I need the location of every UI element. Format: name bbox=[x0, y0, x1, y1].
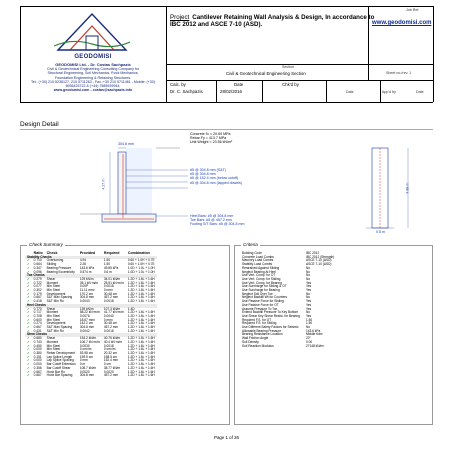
check-pass-icon: ✓ bbox=[27, 258, 30, 263]
check-cell: 1.2D + 1.6L + 1.6H bbox=[127, 354, 155, 359]
check-cell: 34.01 kN/m bbox=[103, 276, 121, 281]
check-cell: 1.0D + 1.0L + 1.0H bbox=[127, 269, 155, 274]
criteria-label: Use Surcharge for Sliding & OT bbox=[242, 284, 287, 289]
check-cell: 0 mm² bbox=[103, 288, 113, 293]
criteria-value: ASCE 7-10 (ASD) bbox=[305, 258, 332, 263]
check-cell: Rebar Development bbox=[46, 350, 76, 355]
check-cell: 0.000 bbox=[33, 358, 42, 363]
stem-bar-1: #5 @ 304.8 mm (S&T) bbox=[190, 168, 227, 172]
date2-label: Date bbox=[346, 90, 354, 94]
check-cell: Lap Splice Length bbox=[46, 354, 73, 359]
dim-right-height: 4.88 m bbox=[405, 182, 410, 194]
check-cell: 107.3 kN/m bbox=[103, 306, 121, 311]
check-cell: 1.2D + 1.6L + 1.6H bbox=[127, 369, 155, 374]
check-cell: 1.2D + 1.6L + 1.6H bbox=[127, 373, 155, 378]
criteria-value: Yes bbox=[305, 306, 312, 311]
criteria-label: Concrete Load Combs bbox=[242, 254, 274, 259]
check-cell: Bar Cutoff Extension bbox=[46, 362, 76, 367]
criteria-label: Extend Backfill Pressure To Key Bottom bbox=[242, 310, 299, 315]
company-line-4: Tel.: (+30) 210 5238127, 210 5711263 - Fax.:+30 210 5711461 - Mobile: (+30) 6936425722 & (+44) 7585939944, bbox=[30, 79, 156, 89]
website-link[interactable]: www.geodomisi.com bbox=[372, 20, 432, 26]
check-cell: 0.0076 bbox=[79, 313, 90, 318]
criteria-value: 20° bbox=[305, 336, 311, 341]
check-cell: 0.667 bbox=[33, 325, 42, 330]
criteria-label: Soil Density bbox=[242, 339, 259, 344]
check-cell: S&T Min Ro bbox=[46, 328, 64, 333]
toe-bars: Toe Bars: #5 @ 457.2 mm bbox=[190, 218, 232, 223]
check-cell: 0.274 bbox=[33, 321, 42, 326]
check-pass-icon: ✓ bbox=[27, 369, 30, 374]
criteria-label: Assume Pressure To Toe bbox=[242, 306, 278, 311]
check-cell: 0 m bbox=[79, 362, 86, 367]
company-details bbox=[22, 63, 164, 92]
check-cell: 0.667 bbox=[33, 369, 42, 374]
check-pass-icon: ✓ bbox=[27, 354, 30, 359]
project-title-block bbox=[170, 14, 378, 28]
criteria-value: IBC 2012 bbox=[305, 251, 320, 255]
company-name: GEODOMISI Ltd. - Dr. Costas Sachpazis bbox=[55, 62, 131, 67]
check-cell: 0.0020 bbox=[103, 369, 114, 374]
check-cell: 1.2D + 1.6L + 1.6H bbox=[127, 358, 155, 363]
check-cell: 53.98 cm bbox=[79, 350, 93, 355]
dim-wall-height: 4.27 m bbox=[101, 178, 106, 190]
check-cell: 0.380 bbox=[33, 350, 42, 355]
check-cell: 1.2D + 1.6L + 1.6H bbox=[127, 280, 155, 285]
date-value: 28/02/2016 bbox=[220, 89, 242, 94]
footing-bar-callouts bbox=[190, 214, 245, 227]
check-cell: 0.418 bbox=[33, 299, 42, 304]
check-cell: 1.2D + 1.6L + 1.6H bbox=[127, 321, 155, 326]
criteria-value: IBC 2012 (Strength) bbox=[305, 254, 335, 259]
criteria-value: 0.00 bbox=[305, 339, 313, 344]
material-concrete: Concrete f'c = 20.69 MPa bbox=[190, 132, 231, 136]
check-cell: 0.60 + 1.0H + 0.7E bbox=[127, 258, 155, 263]
check-cell: 1.2D + 1.6L + 1.6H bbox=[127, 365, 155, 370]
check-cell: 457.2 mm bbox=[103, 373, 119, 378]
check-pass-icon: ✓ bbox=[27, 284, 30, 289]
check-cell: 35.1 kN·m/m bbox=[79, 280, 99, 285]
check-cell: Horiz Bar Spacing bbox=[46, 373, 73, 378]
check-cell: 1.2D + 1.6L + 1.6H bbox=[127, 343, 155, 348]
check-cell: 106.7 kN·m/m bbox=[79, 339, 100, 344]
criteria-row bbox=[239, 345, 337, 349]
check-cell: 1.2D + 1.6L + 1.6H bbox=[127, 339, 155, 344]
check-cell: Min Steel bbox=[46, 347, 60, 352]
criteria-title: Criteria bbox=[243, 242, 258, 247]
check-cell: 0.710 bbox=[33, 258, 42, 263]
section-label: Section bbox=[282, 65, 294, 69]
check-cell: 0.0030 bbox=[79, 343, 90, 348]
check-cell: 2.26 bbox=[79, 262, 87, 267]
check-cell: 1.0D + 1.0L + 1.0H bbox=[127, 265, 155, 270]
check-cell: 0.664 bbox=[33, 262, 42, 267]
criteria-label: Building Code bbox=[242, 251, 262, 255]
check-pass-icon: ✓ bbox=[27, 336, 30, 341]
criteria-value: Yes bbox=[305, 280, 312, 285]
check-cell: 1.50 bbox=[103, 258, 111, 263]
check-pass-icon: ✓ bbox=[27, 280, 30, 285]
check-cell: 0 mm² bbox=[103, 317, 113, 322]
check-cell: 143.6 kPa bbox=[79, 265, 95, 270]
project-label: Project bbox=[170, 14, 190, 21]
check-cell: 0.0020 bbox=[79, 369, 90, 374]
check-pass-icon: ✓ bbox=[27, 262, 30, 267]
check-cell: 0.347 bbox=[33, 265, 42, 270]
check-cell: 1.2D + 1.6L + 1.6H bbox=[127, 328, 155, 333]
check-cell: 0.279 bbox=[33, 276, 42, 281]
check-cell: Moment bbox=[46, 339, 59, 344]
check-cell: S&T Min Ro bbox=[46, 299, 64, 304]
footing-st-bars: Footing S/T Bars: #5 @ 304.8 mm bbox=[190, 222, 245, 227]
check-cell: 457.2 mm bbox=[103, 325, 119, 330]
check-cell: 40.76 kN/m bbox=[103, 336, 121, 341]
check-cell: 0.00P bbox=[79, 284, 89, 289]
stem-bar-3: #5 @ 152.4 mm (below cutoff) bbox=[190, 176, 239, 181]
check-cell: 0.0018 bbox=[103, 328, 114, 333]
check-cell: 0 cm²/m bbox=[79, 347, 92, 352]
check-cell: Development bbox=[46, 291, 66, 296]
check-cell: 58.22 kN·m/m bbox=[79, 310, 100, 315]
check-cell: 0.770 bbox=[33, 306, 42, 311]
project-title: Cantilever Retaining Wall Analysis & Design, In accordance to IBC 2012 and ASCE 7-10 (ASD). bbox=[170, 14, 375, 29]
check-cell: 0.600 bbox=[33, 317, 42, 322]
col-provided: Provided bbox=[79, 251, 96, 255]
check-cell: Lap Splice Spacing bbox=[46, 358, 74, 363]
check-cell: Min Steel bbox=[46, 317, 60, 322]
check-cell: Min Steel bbox=[46, 313, 60, 318]
section-value: Civil & Geotechnical Engineering Section bbox=[226, 71, 306, 76]
check-cell: 158.5 cm bbox=[103, 354, 117, 359]
job-ref-label: Job Ref. bbox=[406, 8, 420, 12]
check-cell: 1.4D bbox=[127, 306, 135, 311]
criteria-value: No bbox=[305, 291, 311, 296]
check-pass-icon: ✓ bbox=[27, 310, 30, 315]
check-cell: 40.4 kN·m/m bbox=[103, 339, 123, 344]
criteria-label: Stability Load Combs bbox=[242, 262, 273, 267]
criteria-value: Yes bbox=[305, 288, 312, 293]
dim-top-width: 304.8 mm bbox=[118, 142, 134, 146]
check-cell: 154.2 kN/m bbox=[79, 336, 97, 341]
criteria-value: No bbox=[305, 273, 311, 278]
check-cell: 1.50 bbox=[103, 262, 111, 267]
check-cell: 25.51 kN·m/m bbox=[103, 280, 124, 285]
company-line-1: Civil & Geotechnical Engineering Consulting Company for bbox=[47, 67, 139, 72]
check-cell: 1.2D + 1.6L + 1.6H bbox=[127, 291, 155, 296]
criteria-value: 27148 kN/m³ bbox=[305, 343, 325, 348]
chkd-by-label: Chk'd by bbox=[282, 82, 299, 87]
check-summary-panel bbox=[20, 242, 230, 425]
criteria-panel bbox=[234, 242, 433, 425]
criteria-value: No bbox=[305, 276, 311, 281]
criteria-value: 1.50 bbox=[305, 321, 313, 326]
col-ratio: Ratio bbox=[33, 251, 43, 255]
page-footer: Page 1 of 26 bbox=[214, 435, 239, 440]
check-pass-icon: ✓ bbox=[27, 373, 30, 378]
check-cell: 1.2D + 1.6L + 1.6H bbox=[127, 295, 155, 300]
check-pass-icon: ✓ bbox=[27, 317, 30, 322]
check-pass-icon: ✓ bbox=[27, 339, 30, 344]
check-cell: 108.7 kN/m bbox=[79, 365, 97, 370]
dim-footing: 0.5 m bbox=[376, 230, 385, 234]
check-group-name: Stem Checks bbox=[25, 333, 157, 337]
check-cell: 0.151 bbox=[33, 354, 42, 359]
check-cell: 38.77 kN/m bbox=[103, 365, 121, 370]
check-cell: 457.2 mm bbox=[103, 295, 119, 300]
check-cell: 1.2D + 1.6L + 1.6H bbox=[127, 317, 155, 322]
check-cell: 11.11 mm² bbox=[79, 288, 95, 293]
check-cell: 0.179 bbox=[33, 291, 42, 296]
check-pass-icon: ✓ bbox=[27, 288, 30, 293]
calc-sheet-header bbox=[20, 6, 433, 102]
check-cell: 1.2D + 1.6L + 1.6H bbox=[127, 284, 155, 289]
check-cell: Min Steel bbox=[46, 343, 60, 348]
criteria-label: Required F.S. for OT bbox=[242, 317, 272, 322]
check-cell: 1.2D + 1.6L + 1.6H bbox=[127, 299, 155, 304]
check-cell: 0.000 bbox=[33, 347, 42, 352]
check-cell: S&T Max Spacing bbox=[46, 295, 73, 300]
check-row bbox=[25, 374, 157, 378]
check-cell: 0 cm bbox=[103, 362, 111, 367]
check-pass-icon: ✓ bbox=[27, 358, 30, 363]
check-cell: 0.0042 bbox=[79, 328, 90, 333]
check-cell: Bar Cutoff Shear bbox=[46, 365, 71, 370]
criteria-value: No bbox=[305, 310, 311, 315]
wall-design-drawing bbox=[20, 130, 433, 235]
criteria-value: Middle third bbox=[305, 332, 323, 337]
check-cell: Min Steel bbox=[46, 288, 60, 293]
criteria-value: Yes bbox=[305, 299, 312, 304]
check-cell: 1.2D + 1.6L + 1.6H bbox=[127, 362, 155, 367]
check-pass-icon: ✓ bbox=[27, 350, 30, 355]
check-pass-icon: ✓ bbox=[27, 306, 30, 311]
stem-bar-2: #5 @ 304.8 mm bbox=[190, 172, 216, 177]
criteria-label: Allowable Bearing Pressure bbox=[242, 328, 282, 333]
criteria-label: Use Vert. Comp. for Bearing bbox=[242, 280, 282, 285]
criteria-value: No bbox=[305, 295, 311, 300]
check-cell: 0.077 bbox=[33, 284, 42, 289]
check-cell: 1.2D + 1.6L + 1.6H bbox=[127, 276, 155, 281]
calc-by-value: Dr. C. Sachpazis bbox=[170, 89, 203, 94]
check-cell: 1.2D + 1.6L + 1.6H bbox=[127, 313, 155, 318]
check-cell: 49.85 kPa bbox=[103, 265, 119, 270]
criteria-value: 1.50 bbox=[305, 317, 313, 322]
company-line-2: Structural Engineering, Soil Mechanics, Rock Mechanics, bbox=[47, 71, 139, 76]
criteria-label: Use Shear Key Shear Resist. for Bearing bbox=[242, 313, 300, 318]
criteria-label: Use Surcharge for Bearing bbox=[242, 288, 280, 293]
check-cell: Min Steel bbox=[46, 284, 60, 289]
criteria-label: Use Passive Force for Sliding bbox=[242, 299, 284, 304]
check-cell: Development bbox=[46, 321, 66, 326]
geodomisi-logo-icon bbox=[52, 10, 132, 54]
criteria-value: Yes bbox=[305, 284, 312, 289]
criteria-label: Use Vert. Comp. for Sliding bbox=[242, 276, 281, 281]
check-cell: 0.6 m bbox=[103, 269, 112, 274]
criteria-table bbox=[239, 252, 337, 348]
check-pass-icon: ✓ bbox=[27, 321, 30, 326]
check-cell: 1.2D + 1.6L + 1.6H bbox=[127, 325, 155, 330]
check-cell: 0.680 bbox=[33, 336, 42, 341]
criteria-value: ASCE 7-10 (ASD) bbox=[305, 262, 332, 267]
check-cell: 41.77 kN·m/m bbox=[103, 310, 124, 315]
material-unit-weight: Unit Weight = 23.56 kN/m³ bbox=[190, 140, 233, 145]
check-cell: Bearing Eccentricity bbox=[46, 269, 75, 274]
design-detail-title: Design Detail bbox=[20, 121, 59, 128]
check-cell: 0.667 bbox=[33, 295, 42, 300]
check-cell: 0.0018 bbox=[103, 343, 114, 348]
check-cell: 0.60 + 1.0H + 0.7E bbox=[127, 262, 155, 267]
check-cell: 304.8 mm bbox=[79, 373, 95, 378]
check-cell: 20.32 cm bbox=[103, 350, 117, 355]
check-cell: 0.722 bbox=[33, 280, 42, 285]
check-pass-icon: ✓ bbox=[27, 291, 30, 296]
company-links[interactable]: www.geodomisi.com - costas@sachpazis.info bbox=[53, 88, 133, 93]
check-cell: 0.0040 bbox=[103, 313, 114, 318]
check-pass-icon: ✓ bbox=[27, 328, 30, 333]
check-cell: 0.000 bbox=[33, 362, 42, 367]
check-cell: 1.2D + 1.6L + 1.6H bbox=[127, 336, 155, 341]
col-combination: Combination bbox=[127, 251, 150, 255]
check-cell: 152.4 mm bbox=[103, 358, 119, 363]
criteria-label: Neglect Backfill Wt for Counters bbox=[242, 295, 287, 300]
check-cell: 30.48 cm bbox=[103, 321, 117, 326]
check-cell: 142.2 cm bbox=[79, 321, 93, 326]
criteria-label: Soil Reaction Modulus bbox=[242, 343, 274, 348]
check-cell: S&T Max Spacing bbox=[46, 325, 73, 330]
check-cell: Shear bbox=[46, 276, 56, 281]
check-cell: 0.0018 bbox=[103, 299, 114, 304]
check-cell: Horiz Bar Ro bbox=[46, 369, 65, 374]
stem-bar-4: #5 @ 304.8 mm (lapped dowels) bbox=[190, 180, 242, 185]
criteria-value: Yes bbox=[305, 302, 312, 307]
check-cell: 0.450 bbox=[33, 343, 42, 348]
check-cell: 0 cm²/m bbox=[103, 347, 116, 352]
brand-name: GEODOMISI bbox=[74, 54, 112, 60]
check-pass-icon: ✓ bbox=[27, 325, 30, 330]
check-cell: Overturning bbox=[46, 258, 64, 263]
check-cell: 30.48 cm bbox=[103, 291, 117, 296]
check-cell: 0.0018 bbox=[103, 284, 114, 289]
col-required: Required bbox=[103, 251, 120, 255]
check-cell: Shear bbox=[46, 336, 56, 341]
criteria-value: No bbox=[305, 269, 311, 274]
check-group-name: Heel Checks bbox=[25, 304, 157, 308]
material-rebar: Rebar Fy = 413.7 MPa bbox=[190, 136, 227, 141]
check-cell: 159.5 cm bbox=[79, 354, 93, 359]
check-pass-icon: ✓ bbox=[27, 295, 30, 300]
check-cell: 139 kN/m bbox=[79, 306, 94, 311]
check-pass-icon: ✓ bbox=[27, 365, 30, 370]
check-cell: 0.0043 bbox=[79, 299, 90, 304]
check-cell: Sliding bbox=[46, 262, 57, 267]
check-summary-title: Check Summary bbox=[29, 242, 63, 247]
criteria-value: No bbox=[305, 265, 311, 270]
check-cell: 0.574 m bbox=[79, 269, 92, 274]
check-pass-icon: ✓ bbox=[27, 269, 30, 274]
check-pass-icon: ✓ bbox=[27, 299, 30, 304]
criteria-value: No bbox=[305, 325, 311, 330]
check-cell: 0.096 bbox=[33, 269, 42, 274]
sheet-label: Sheet no./rev. 1 bbox=[386, 71, 412, 75]
criteria-label: Masonry Load Combs bbox=[242, 258, 274, 263]
criteria-label: Required F.S. for Sliding bbox=[242, 321, 277, 326]
check-cell: 304.8 mm bbox=[79, 295, 95, 300]
criteria-value: 143.6 kPa bbox=[305, 328, 321, 333]
check-cell: 129 kN/m bbox=[79, 276, 94, 281]
check-cell: Moment bbox=[46, 280, 59, 285]
check-cell: 0.356 bbox=[33, 365, 42, 370]
check-cell: 0.667 bbox=[33, 373, 42, 378]
check-cell: Shear bbox=[46, 306, 56, 311]
check-cell: Bearing Pressure bbox=[46, 265, 72, 270]
check-cell: Moment bbox=[46, 310, 59, 315]
criteria-label: Use Vert. Comp. for OT bbox=[242, 273, 276, 278]
criteria-value: Yes bbox=[305, 313, 312, 318]
check-cell: 0.302 bbox=[33, 288, 42, 293]
check-cell: 1.2D + 1.6L + 1.6H bbox=[127, 288, 155, 293]
check-pass-icon: ✓ bbox=[27, 276, 30, 281]
date3-label: Date bbox=[416, 90, 424, 94]
check-cell: 0.743 bbox=[33, 339, 42, 344]
check-group-name: Toe Checks bbox=[25, 274, 157, 278]
check-cell: 304.8 mm bbox=[79, 325, 95, 330]
company-logo-area bbox=[22, 8, 164, 98]
col-check: Check bbox=[46, 251, 58, 255]
check-pass-icon: ✓ bbox=[27, 265, 30, 270]
check-cell: 1.2D + 1.6L + 1.6H bbox=[127, 310, 155, 315]
criteria-label: Restrained Against Sliding bbox=[242, 265, 280, 270]
check-cell: 4.94 bbox=[79, 258, 87, 263]
heel-bars: Heel Bars: #5 @ 304.8 mm bbox=[190, 214, 234, 218]
company-line-3: Foundation Engineering & Retaining Structures. bbox=[54, 75, 132, 80]
criteria-label: Use Passive Force for OT bbox=[242, 302, 279, 307]
check-pass-icon: ✓ bbox=[27, 313, 30, 318]
appd-by-label: App'd by bbox=[382, 90, 396, 94]
check-cell: 0.717 bbox=[33, 310, 42, 315]
date-label: Date bbox=[234, 82, 244, 87]
criteria-label: Neglect Bearing At Heel bbox=[242, 269, 276, 274]
criteria-label: Wall Friction Angle bbox=[242, 336, 269, 341]
check-cell: 1.2D + 1.6L + 1.6H bbox=[127, 347, 155, 352]
criteria-label: Neglect Soil Over Toe bbox=[242, 291, 273, 296]
stem-bar-callouts bbox=[190, 168, 242, 185]
check-summary-table bbox=[25, 252, 157, 378]
check-cell: 170.2 cm bbox=[79, 291, 93, 296]
check-cell: 0.431 bbox=[33, 328, 42, 333]
check-group-name: Stability Checks bbox=[25, 256, 157, 260]
check-cell: 0 mm bbox=[79, 358, 88, 363]
check-pass-icon: ✓ bbox=[27, 347, 30, 352]
check-cell: 0.708 bbox=[33, 313, 42, 318]
check-cell: 18.67 mm² bbox=[79, 317, 96, 322]
check-pass-icon: ✓ bbox=[27, 362, 30, 367]
check-cell: 1.2D + 1.6L + 1.6H bbox=[127, 350, 155, 355]
calc-by-label: Calc. by bbox=[170, 82, 186, 87]
criteria-label: Bearing Resistance Location bbox=[242, 332, 283, 337]
check-pass-icon: ✓ bbox=[27, 343, 30, 348]
criteria-label: Use Different Safety Factors for Seismic bbox=[242, 325, 299, 330]
